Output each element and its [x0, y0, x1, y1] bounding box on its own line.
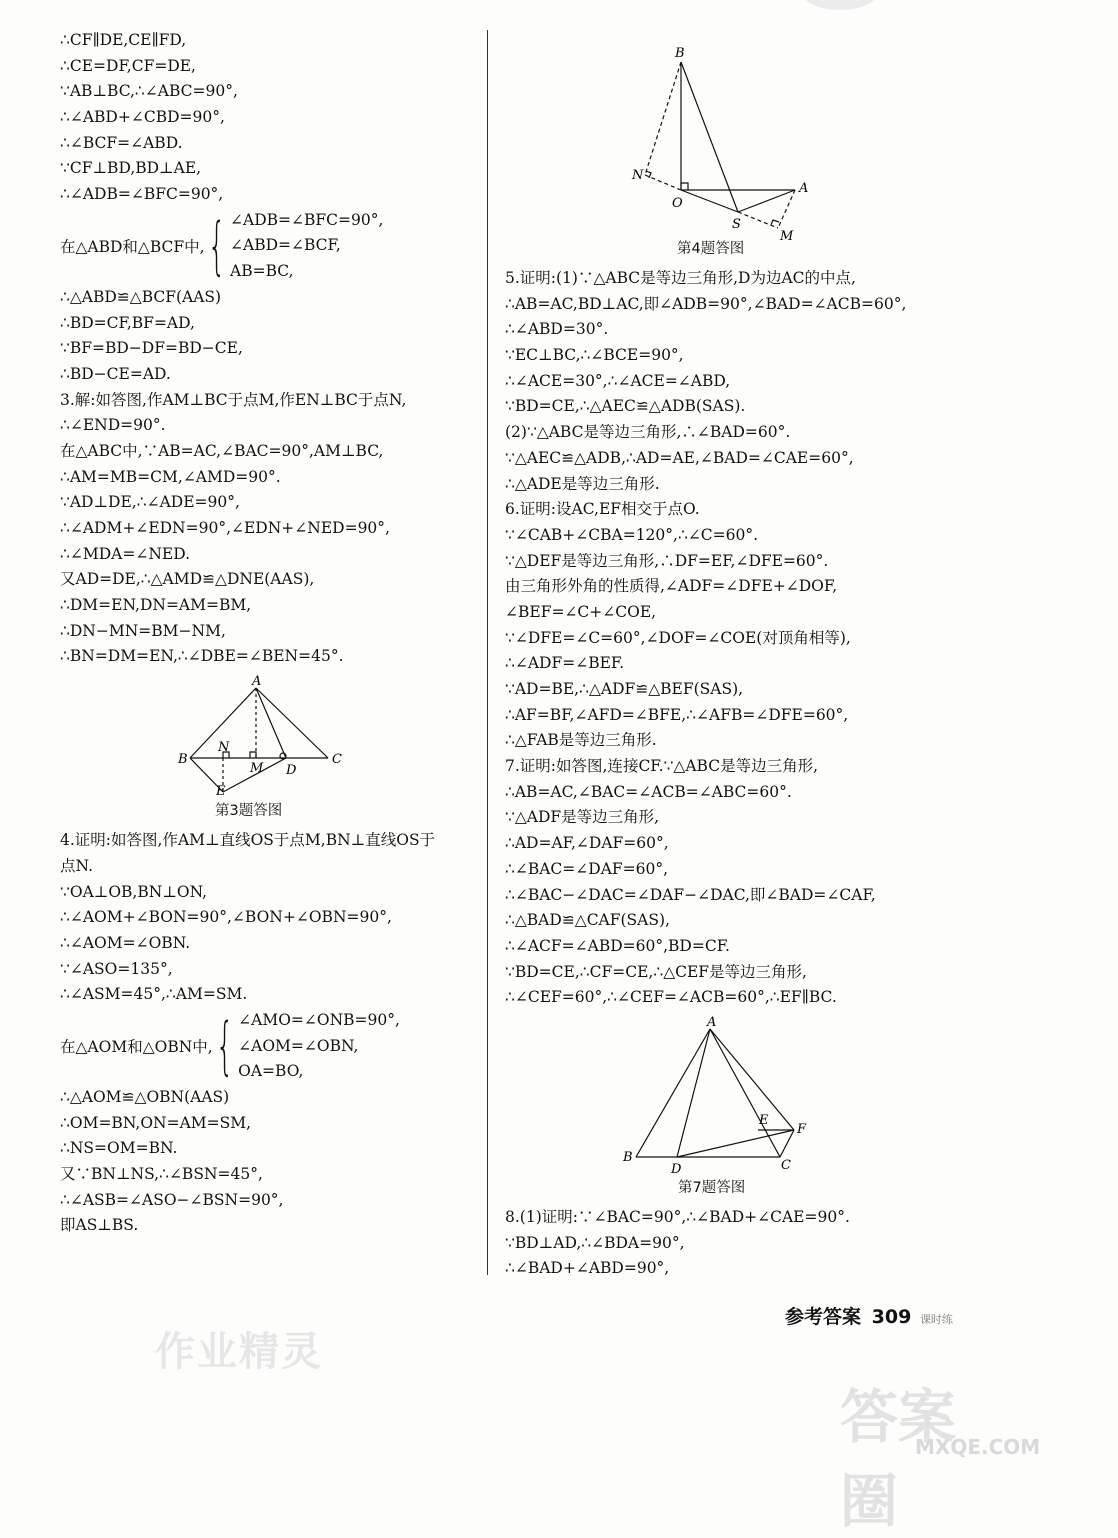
- brace-line: OA=BO,: [238, 1062, 304, 1081]
- text-line: ∵∠CAB+∠CBA=120°,∴∠C=60°.: [505, 525, 759, 544]
- text-line: ∴∠ASB=∠ASO−∠BSN=90°,: [60, 1190, 284, 1209]
- text-line: ∴∠AOM=∠OBN.: [60, 933, 191, 952]
- right-angle-m: [250, 752, 256, 758]
- segment-no: [645, 175, 681, 190]
- right-lines-b: [505, 1205, 945, 1282]
- text-line: ∴DM=EN,DN=AM=BM,: [60, 596, 252, 615]
- text-line: ∴∠BAC−∠DAC=∠DAF−∠DAC,即∠BAD=∠CAF,: [505, 885, 876, 904]
- label-a: A: [799, 181, 809, 196]
- footer-title: 参考答案: [785, 1306, 862, 1328]
- text-line: ∴∠END=90°.: [60, 416, 166, 435]
- segment-ac: [710, 1029, 780, 1157]
- text-line: ∠BEF=∠C+∠COE,: [505, 602, 657, 621]
- left-lines-b: [60, 285, 480, 670]
- brace-line: ∠ABD=∠BCF,: [230, 236, 341, 255]
- text-line: ∴∠ADF=∠BEF.: [505, 654, 625, 673]
- text-line: ∵BD=CE,∴△AEC≌△ADB(SAS).: [505, 397, 746, 416]
- label-m: M: [250, 761, 264, 777]
- text-line: ∵∠ASO=135°,: [60, 959, 173, 978]
- text-line: ∴∠ACE=30°,∴∠ACE=∠ABD,: [505, 371, 731, 390]
- text-line: ∵△DEF是等边三角形,∴DF=EF,∠DFE=60°.: [505, 551, 829, 570]
- segment-os: [681, 190, 738, 212]
- label-d: D: [671, 1161, 682, 1177]
- label-c: C: [332, 752, 342, 768]
- right-lines-a: [505, 266, 945, 1011]
- brace-line: ∠AMO=∠ONB=90°,: [238, 1010, 400, 1029]
- text-line: ∴△FAB是等边三角形.: [505, 731, 657, 750]
- figure-7-diagram: [505, 1014, 945, 1177]
- text-line: ∴∠MDA=∠NED.: [60, 544, 190, 563]
- right-angle-m: [771, 220, 779, 225]
- brace-line: ∠AOM=∠OBN,: [238, 1036, 359, 1055]
- text-line: ∴AB=AC,BD⊥AC,即∠ADB=90°,∠BAD=∠ACB=60°,: [505, 294, 907, 313]
- figure-3: [60, 676, 480, 822]
- decorative-arc: [800, 0, 880, 10]
- text-line: ∴∠ACF=∠ABD=60°,BD=CF.: [505, 936, 730, 955]
- label-c: C: [781, 1157, 791, 1173]
- brace-line: ∠ADB=∠BFC=90°,: [230, 210, 384, 229]
- text-line: 5.证明:(1)∵△ABC是等边三角形,D为边AC的中点,: [505, 269, 856, 287]
- segment-ab: [636, 1029, 710, 1157]
- text-line: ∵△AEC≌△ADB,∴AD=AE,∠BAD=∠CAE=60°,: [505, 448, 854, 467]
- text-line: ∴∠CEF=60°,∴∠CEF=∠ACB=60°,∴EF∥BC.: [505, 988, 837, 1007]
- label-f: F: [797, 1121, 807, 1137]
- text-line: ∵BD=CE,∴CF=CE,∴△CEF是等边三角形,: [505, 962, 807, 981]
- text-line: ∴△AOM≌△OBN(AAS): [60, 1087, 230, 1106]
- label-d: D: [286, 763, 297, 779]
- label-b: B: [675, 46, 685, 61]
- text-line: ∴△ABD≌△BCF(AAS): [60, 287, 222, 306]
- text-line: ∴∠BAD+∠ABD=90°,: [505, 1259, 670, 1278]
- text-line: ∴∠BAC=∠DAF=60°,: [505, 859, 669, 878]
- brace-symbol: {: [207, 209, 226, 283]
- text-line: 4.证明:如答图,作AM⊥直线OS于点M,BN⊥直线OS于: [60, 831, 436, 850]
- brace-lines: [238, 1008, 400, 1085]
- footer-tag: 课时练: [919, 1313, 953, 1326]
- text-line: ∵AD⊥DE,∴∠ADE=90°,: [60, 493, 240, 512]
- text-line: ∴∠BCF=∠ABD.: [60, 133, 183, 152]
- label-s: S: [732, 217, 741, 232]
- text-line: 8.(1)证明:∵∠BAC=90°,∴∠BAD+∠CAE=90°.: [505, 1207, 850, 1226]
- left-lines-a: [60, 28, 480, 208]
- text-line: ∵AB⊥BC,∴∠ABC=90°,: [60, 82, 238, 101]
- text-line: ∵CF⊥BD,BD⊥AE,: [60, 159, 202, 178]
- text-line: ∴AF=BF,∠AFD=∠BFE,∴∠AFB=∠DFE=60°,: [505, 705, 849, 724]
- label-a: A: [252, 674, 262, 690]
- text-line: ∴AD=AF,∠DAF=60°,: [505, 834, 669, 853]
- text-line: ∴AM=MB=CM,∠AMD=90°.: [60, 467, 281, 486]
- text-line: ∵BF=BD−DF=BD−CE,: [60, 339, 243, 358]
- figure-4-diagram: [505, 42, 945, 244]
- right-angle-o: [681, 183, 688, 190]
- segment-sa: [738, 190, 795, 212]
- label-n: N: [632, 168, 644, 183]
- text-line: ∴NS=OM=BN.: [60, 1139, 178, 1158]
- brace-lines: [230, 208, 383, 285]
- page-number: 309: [871, 1306, 912, 1328]
- label-b: B: [178, 752, 188, 768]
- figure-3-caption: 第3题答图: [215, 803, 283, 820]
- text-line: ∴∠ADB=∠BFC=90°,: [60, 185, 224, 204]
- brace-symbol: {: [215, 1009, 234, 1083]
- brace-lead: 在△ABD和△BCF中,: [60, 238, 205, 257]
- text-line: ∵OA⊥OB,BN⊥ON,: [60, 882, 208, 901]
- segment-ad: [677, 1029, 710, 1157]
- text-line: ∴∠ABD+∠CBD=90°,: [60, 108, 225, 127]
- watermark-mxqe: MXQE.COM: [915, 1435, 1041, 1459]
- brace-line: AB=BC,: [230, 262, 294, 281]
- text-line: ∴AB=AC,∠BAC=∠ACB=∠ABC=60°.: [505, 782, 792, 801]
- text-line: ∴OM=BN,ON=AM=SM,: [60, 1113, 252, 1132]
- column-divider: [487, 30, 488, 1275]
- text-line: ∵AD=BE,∴△ADF≌△BEF(SAS),: [505, 680, 744, 698]
- text-line: 即AS⊥BS.: [60, 1216, 139, 1235]
- figure-4-caption: 第4题答图: [677, 241, 745, 257]
- label-e: E: [216, 784, 226, 800]
- text-line: ∵∠DFE=∠C=60°,∠DOF=∠COE(对顶角相等),: [505, 628, 851, 647]
- page-footer: [785, 1302, 953, 1329]
- text-line: ∴∠ADM+∠EDN=90°,∠EDN+∠NED=90°,: [60, 519, 390, 537]
- segment-ad: [256, 688, 286, 758]
- text-line: ∵EC⊥BC,∴∠BCE=90°,: [505, 346, 684, 365]
- text-line: ∵BD⊥AD,∴∠BDA=90°,: [505, 1233, 685, 1252]
- segment-af: [710, 1029, 794, 1130]
- text-line: ∴BD=CF,BF=AD,: [60, 313, 195, 332]
- text-line: 又∵BN⊥NS,∴∠BSN=45°,: [60, 1165, 263, 1183]
- label-b: B: [623, 1149, 633, 1165]
- figure-7-caption: 第7题答图: [678, 1179, 746, 1196]
- figure-7: [505, 1014, 945, 1199]
- label-m: M: [780, 229, 794, 244]
- label-a: A: [707, 1014, 717, 1030]
- text-line: 6.证明:设AC,EF相交于点O.: [505, 500, 700, 519]
- brace-lead: 在△AOM和△OBN中,: [60, 1038, 213, 1057]
- left-lines-c: [60, 828, 480, 1008]
- text-line: ∴BD−CE=AD.: [60, 364, 171, 383]
- text-line: (2)∵△ABC是等边三角形,∴∠BAD=60°.: [505, 423, 791, 442]
- text-line: 7.证明:如答图,连接CF.∵△ABC是等边三角形,: [505, 757, 819, 776]
- label-n: N: [218, 740, 230, 756]
- segment-ac: [256, 688, 328, 758]
- watermark-zuoyejingling: 作业精灵: [155, 1329, 323, 1375]
- figure-4: [505, 42, 945, 260]
- label-o: O: [672, 196, 683, 211]
- text-line: ∴∠ABD=30°.: [505, 320, 609, 339]
- segment-bn: [645, 62, 681, 175]
- watermark-daanquan: 答案圈: [840, 1383, 957, 1535]
- text-line: ∴△BAD≌△CAF(SAS),: [505, 911, 670, 930]
- brace-system-2: [60, 1008, 480, 1085]
- left-column: [60, 28, 480, 1239]
- brace-system-1: [60, 208, 480, 285]
- text-line: 3.解:如答图,作AM⊥BC于点M,作EN⊥BC于点N,: [60, 390, 407, 409]
- text-line: 在△ABC中,∵AB=AC,∠BAC=90°,AM⊥BC,: [60, 441, 384, 460]
- text-line: 又AD=DE,∴△AMD≌△DNE(AAS),: [60, 570, 315, 589]
- text-line: ∴△ADE是等边三角形.: [505, 474, 660, 493]
- segment-cf: [780, 1130, 794, 1157]
- segment-df: [677, 1130, 794, 1157]
- figure-3-diagram: [60, 674, 480, 800]
- text-line: 点N.: [60, 856, 93, 875]
- text-line: ∵△ADF是等边三角形,: [505, 808, 660, 827]
- text-line: ∴CE=DF,CF=DE,: [60, 56, 196, 75]
- segment-sm: [738, 212, 778, 228]
- text-line: ∴∠ASM=45°,∴AM=SM.: [60, 985, 248, 1004]
- right-column: [505, 28, 945, 1282]
- left-lines-d: [60, 1085, 480, 1239]
- text-line: ∴∠AOM+∠BON=90°,∠BON+∠OBN=90°,: [60, 908, 392, 927]
- text-line: 由三角形外角的性质得,∠ADF=∠DFE+∠DOF,: [505, 577, 838, 596]
- text-line: ∴DN−MN=BM−NM,: [60, 621, 226, 640]
- text-line: ∴BN=DM=EN,∴∠DBE=∠BEN=45°.: [60, 647, 344, 666]
- label-e: E: [759, 1112, 769, 1128]
- text-line: ∴CF∥DE,CE∥FD,: [60, 31, 187, 49]
